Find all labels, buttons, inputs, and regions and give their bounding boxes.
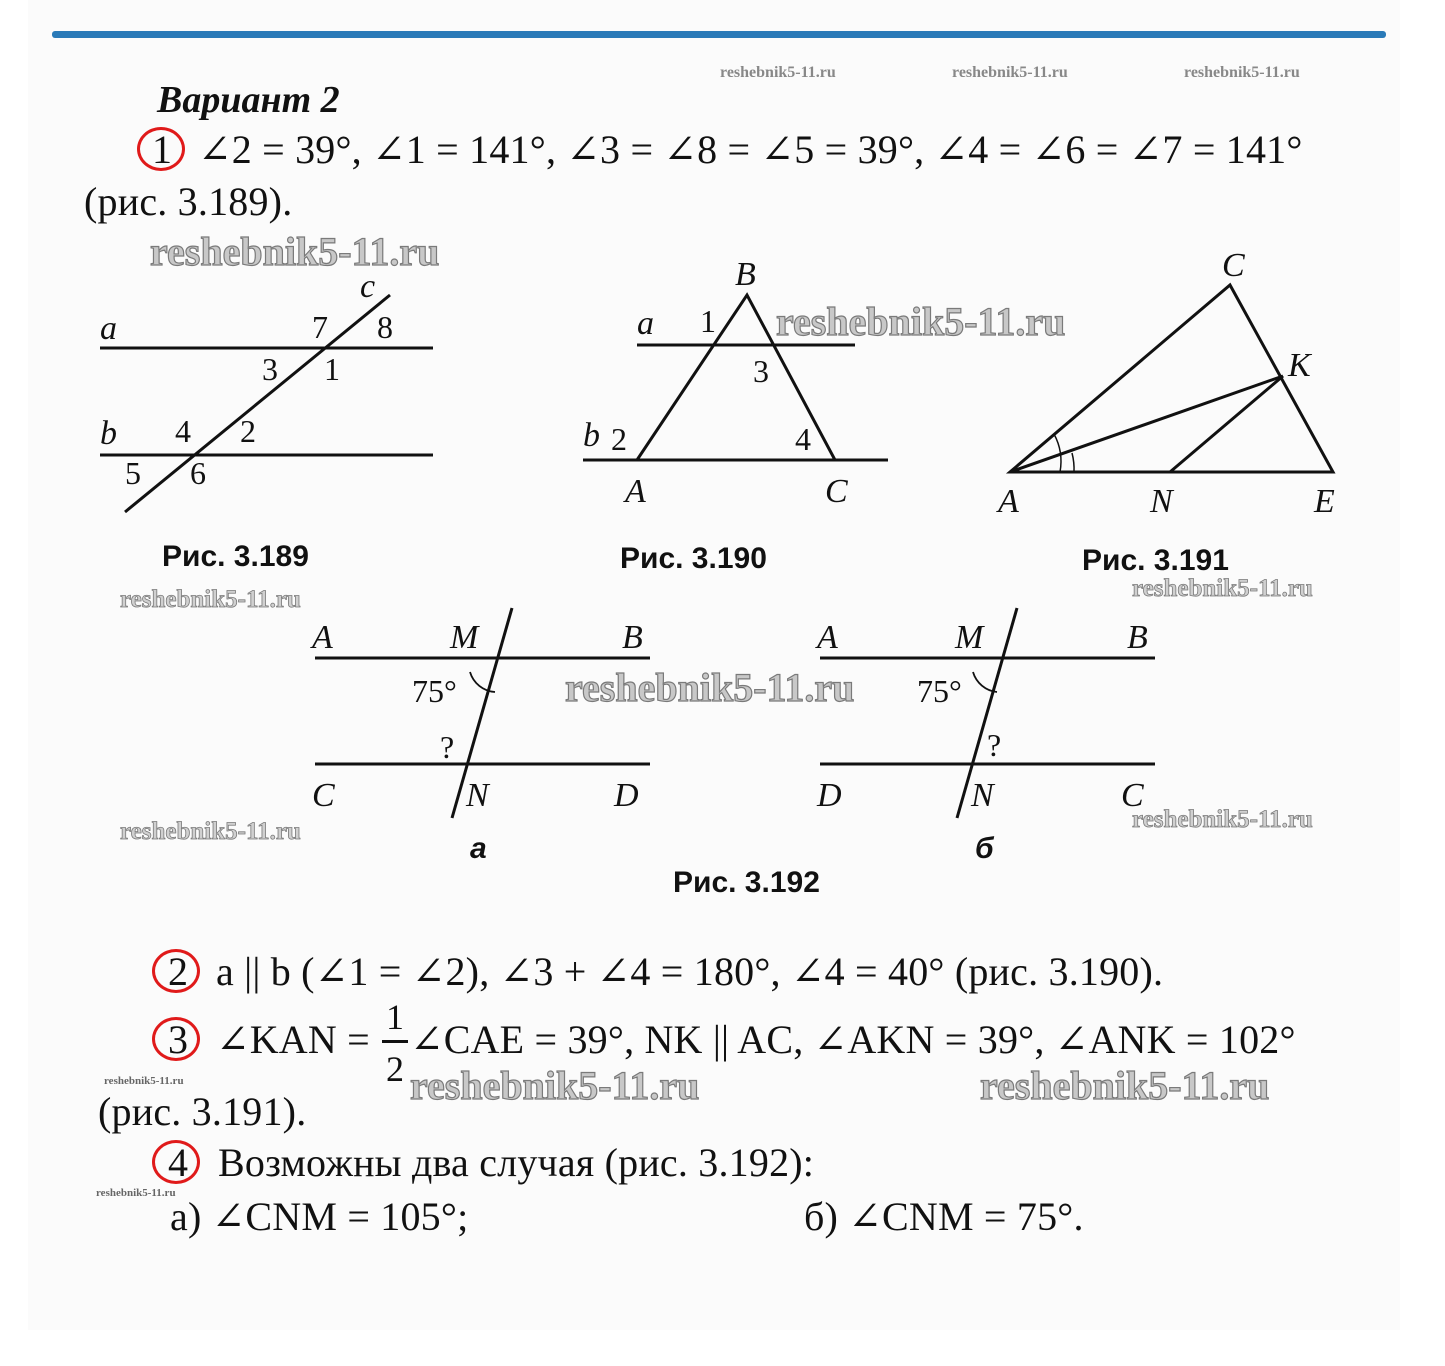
label-B: B	[622, 619, 643, 656]
task1-answer: ∠2 = 39°, ∠1 = 141°, ∠3 = ∠8 = ∠5 = 39°, ∠4 = ∠6 = ∠7 = 141°	[198, 127, 1303, 172]
watermark: reshebnik5-11.ru	[720, 64, 836, 81]
watermark: reshebnik5-11.ru	[104, 1075, 184, 1087]
figure-caption: Рис. 3.191	[1082, 544, 1229, 577]
watermark: reshebnik5-11.ru	[776, 299, 1066, 344]
label-c: c	[360, 268, 376, 305]
figure-3-192-b	[805, 600, 1165, 870]
angle-6: 6	[190, 455, 206, 491]
task4-case-a: а) ∠CNM = 105°;	[170, 1194, 469, 1239]
fraction-bar	[382, 1040, 408, 1043]
task3-answer-rest: ∠CAE = 39°, NK || AC, ∠AKN = 39°, ∠ANK = 102°	[410, 1017, 1296, 1062]
label-K: K	[1288, 347, 1311, 384]
label-M: M	[450, 619, 479, 656]
fraction-denominator: 2	[386, 1049, 404, 1089]
label-C: C	[1222, 247, 1245, 284]
watermark: reshebnik5-11.ru	[96, 1187, 176, 1199]
figure-caption: Рис. 3.192	[673, 866, 820, 899]
angle-2: 2	[611, 421, 627, 457]
task1-reference: (рис. 3.189).	[84, 179, 293, 224]
label-E: E	[1314, 483, 1335, 520]
watermark: reshebnik5-11.ru	[565, 665, 855, 710]
angle-3: 3	[262, 351, 278, 387]
label-B: B	[735, 256, 756, 293]
angle-75: 75°	[917, 673, 962, 709]
label-C: C	[312, 777, 335, 814]
watermark: reshebnik5-11.ru	[410, 1063, 700, 1108]
subfigure-label: б	[975, 832, 994, 865]
watermark: reshebnik5-11.ru	[952, 64, 1068, 81]
figure-caption: Рис. 3.189	[162, 540, 309, 573]
watermark: reshebnik5-11.ru	[980, 1063, 1270, 1108]
label-D: D	[614, 777, 639, 814]
fraction-numerator: 1	[386, 997, 404, 1037]
task4-case-b: б) ∠CNM = 75°.	[804, 1194, 1084, 1239]
label-b: b	[583, 417, 600, 454]
watermark: reshebnik5-11.ru	[150, 229, 440, 274]
angle-unknown: ?	[987, 727, 1002, 763]
label-a: a	[100, 310, 117, 347]
subfigure-label: а	[470, 832, 487, 865]
label-A: A	[817, 619, 838, 656]
label-N: N	[466, 777, 489, 814]
task-number: 1	[152, 127, 172, 172]
angle-1: 1	[700, 303, 716, 339]
figure-3-192-a	[300, 600, 660, 870]
figure-caption: Рис. 3.190	[620, 542, 767, 575]
angle-5: 5	[125, 455, 141, 491]
angle-7: 7	[312, 309, 328, 345]
label-A: A	[312, 619, 333, 656]
label-M: M	[955, 619, 984, 656]
label-D: D	[817, 777, 842, 814]
label-N: N	[1150, 483, 1173, 520]
variant-heading: Вариант 2	[157, 79, 340, 121]
label-N: N	[971, 777, 994, 814]
label-A: A	[625, 473, 646, 510]
watermark: reshebnik5-11.ru	[1132, 575, 1313, 602]
figure-3-189	[90, 262, 450, 522]
label-C: C	[825, 473, 848, 510]
angle-3: 3	[753, 353, 769, 389]
watermark: reshebnik5-11.ru	[120, 586, 301, 613]
label-b: b	[100, 415, 117, 452]
task-number: 3	[168, 1017, 188, 1062]
angle-2: 2	[240, 413, 256, 449]
watermark: reshebnik5-11.ru	[1184, 64, 1300, 81]
task-number: 4	[168, 1140, 188, 1185]
angle-unknown: ?	[440, 729, 455, 765]
label-a: a	[637, 305, 654, 342]
label-B: B	[1127, 619, 1148, 656]
figure-3-191	[990, 240, 1350, 530]
angle-75: 75°	[412, 673, 457, 709]
task2-answer: a || b (∠1 = ∠2), ∠3 + ∠4 = 180°, ∠4 = 40° (рис. 3.190).	[216, 949, 1164, 994]
task3-answer-start: ∠KAN =	[216, 1017, 370, 1062]
label-A: A	[998, 483, 1019, 520]
task3-reference: (рис. 3.191).	[98, 1089, 307, 1134]
watermark: reshebnik5-11.ru	[120, 818, 301, 845]
angle-4: 4	[795, 421, 811, 457]
task4-statement: Возможны два случая (рис. 3.192):	[218, 1140, 815, 1185]
task-number: 2	[168, 949, 188, 994]
top-accent-bar	[52, 31, 1386, 38]
label-C: C	[1121, 777, 1144, 814]
figure-3-190	[575, 250, 895, 520]
angle-1: 1	[324, 351, 340, 387]
angle-4: 4	[175, 413, 191, 449]
watermark: reshebnik5-11.ru	[1132, 806, 1313, 833]
angle-8: 8	[377, 309, 393, 345]
